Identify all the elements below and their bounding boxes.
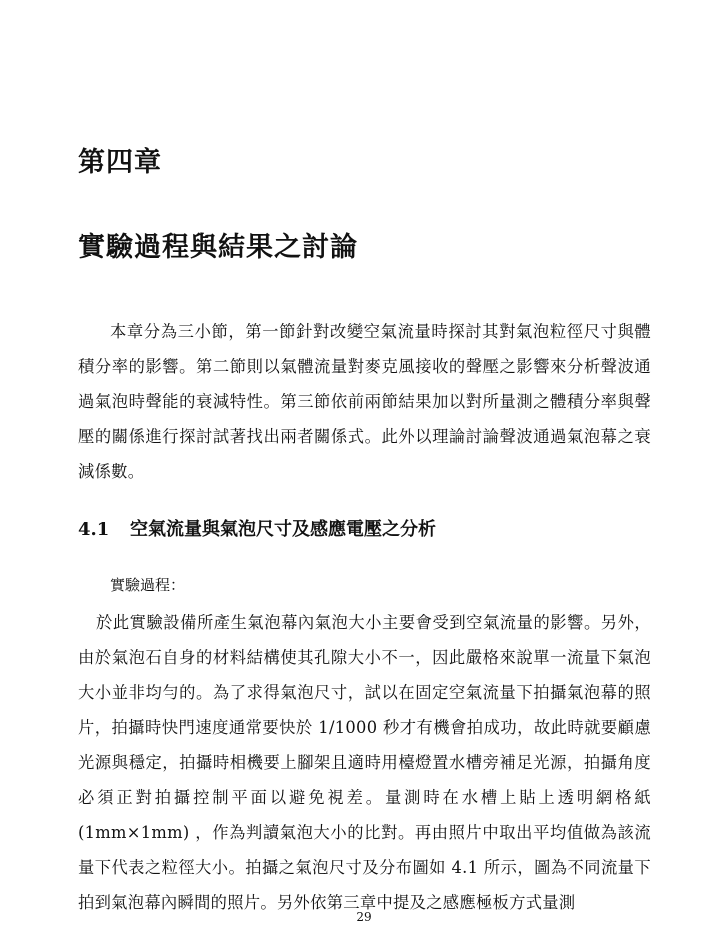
- body-paragraph: 於此實驗設備所產生氣泡幕內氣泡大小主要會受到空氣流量的影響。另外，由於氣泡石自身的材料結構使其孔隙大小不一，因此嚴格來說單一流量下氣泡大小並非均勻的。為了求得氣泡尺寸，試以在固定空氣流量下拍攝氣泡幕的照片，拍攝時快門速度通常要快於 1/1000 秒才有機會拍成功，故此時就要顧慮光源與穩定，拍攝時相機要上腳架且適時用檯燈置水槽旁補足光源，拍攝角度必須正對拍攝控制平面以避免視差。量測時在水槽上貼上透明網格紙 (1mm×1mm) ，作為判讀氣泡大小的比對。再由照片中取出平均值做為該流量下代表之粒徑大小。拍攝之氣泡尺寸及分布圖如 4.1 所示，圖為不同流量下拍到氣泡幕內瞬間的照片。另外依第三章中提及之感應極板方式量測: [78, 613, 651, 912]
- intro-paragraph: 本章分為三小節，第一節針對改變空氣流量時探討其對氣泡粒徑尺寸與體積分率的影響。第二節則以氣體流量對麥克風接收的聲壓之影響來分析聲波通過氣泡時聲能的衰減特性。第三節依前兩節結果加以對所量測之體積分率與聲壓的關係進行探討試著找出兩者關係式。此外以理論討論聲波通過氣泡幕之衰減係數。: [78, 322, 651, 481]
- section-heading: [78, 515, 436, 541]
- chapter-title: 實驗過程與結果之討論: [78, 232, 358, 263]
- section-number: 4.1: [78, 519, 110, 540]
- page-number: 29: [356, 910, 372, 924]
- chapter-heading: 第四章: [78, 147, 162, 178]
- subheading: 實驗過程：: [110, 576, 186, 594]
- section-title: 空氣流量與氣泡尺寸及感應電壓之分析: [130, 519, 436, 540]
